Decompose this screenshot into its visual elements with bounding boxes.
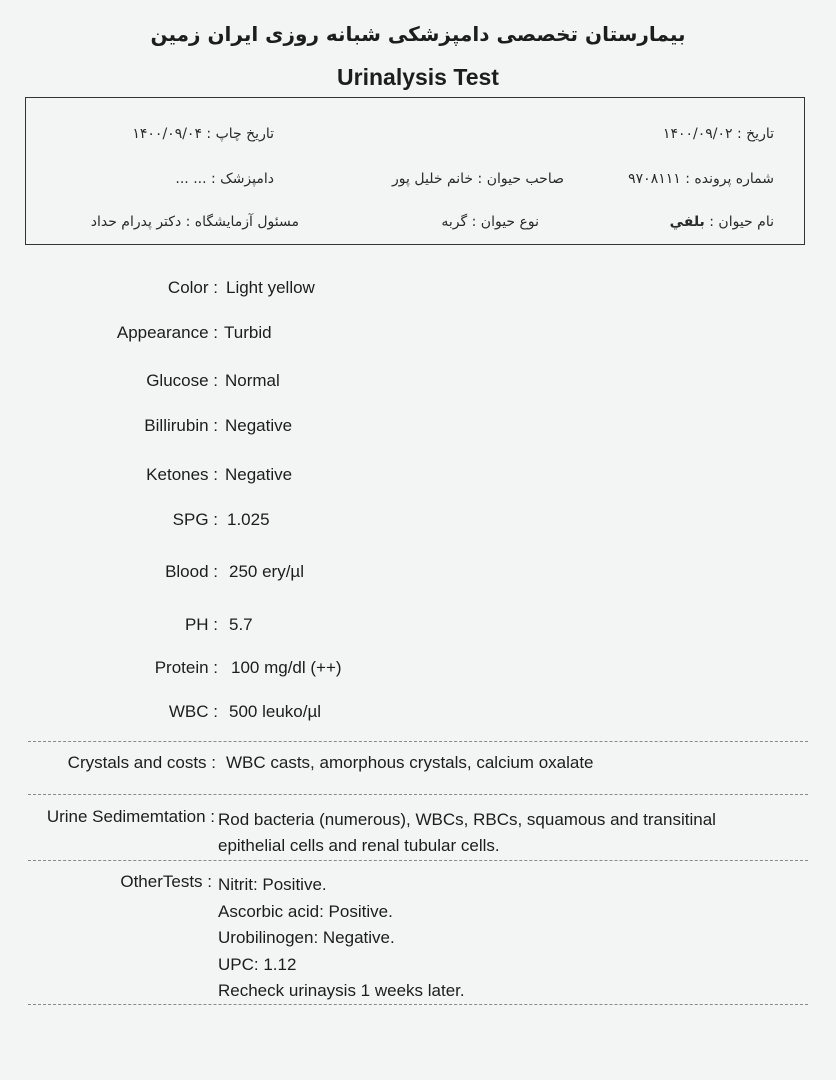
result-value: Light yellow — [226, 278, 315, 297]
pet-name-label: نام حیوان : — [704, 214, 774, 230]
result-label: Glucose : — [146, 371, 218, 390]
result-value: Negative — [225, 416, 293, 435]
sediment-line: Rod bacteria (numerous), WBCs, RBCs, squamous and transitinal — [218, 810, 716, 829]
result-value: 500 leuko/µl — [229, 702, 322, 721]
vet: دامپزشک : ... ... — [175, 171, 274, 187]
result-value: 250 ery/µl — [229, 562, 304, 581]
divider — [28, 860, 808, 861]
result-label: Ketones : — [146, 465, 218, 484]
result-label: Billirubin : — [144, 416, 218, 435]
date: تاریخ : ۱۴۰۰/۰۹/۰۲ — [662, 126, 774, 142]
result-label: Appearance : — [116, 323, 218, 342]
other-test-line: Ascorbic acid: Positive. — [218, 901, 393, 921]
owner: صاحب حیوان : خانم خلیل پور — [392, 171, 564, 187]
result-label: Blood : — [165, 562, 218, 581]
divider — [28, 741, 808, 742]
result-value: Turbid — [224, 323, 272, 342]
other-test-line: Recheck urinaysis 1 weeks later. — [218, 981, 465, 1000]
result-value: 5.7 — [229, 615, 253, 634]
test-title: Urinalysis Test — [337, 64, 499, 90]
hospital-name: بیمارستان تخصصی دامپزشکی شبانه روزی ایران زمین — [150, 22, 686, 46]
species: نوع حیوان : گربه — [441, 214, 539, 230]
pet-name — [670, 214, 774, 230]
sediment-value — [218, 807, 716, 859]
result-value: 1.025 — [227, 510, 270, 529]
other-test-line: Urobilinogen: Negative. — [218, 928, 395, 947]
other-test-line: Nitrit: Positive. — [218, 875, 327, 894]
sediment-line: epithelial cells and renal tubular cells. — [218, 836, 500, 855]
pet-name-value: بلفي — [669, 214, 705, 230]
lab-head: مسئول آزمایشگاه : دکتر پدرام حداد — [90, 214, 299, 230]
result-value: 100 mg/dl (++) — [231, 658, 342, 677]
result-value: Normal — [225, 371, 280, 390]
patient-info-box — [25, 97, 805, 245]
result-label: PH : — [184, 615, 218, 634]
other-tests-label: OtherTests : — [120, 872, 212, 891]
print-date: تاریخ چاپ : ۱۴۰۰/۰۹/۰۴ — [132, 126, 274, 142]
other-tests-value — [218, 872, 465, 1005]
other-test-line: UPC: 1.12 — [218, 954, 297, 974]
result-label: SPG : — [172, 510, 218, 529]
file-number: شماره پرونده : ۹۷۰۸۱۱۱ — [628, 171, 774, 187]
divider — [28, 1004, 808, 1005]
result-value: Negative — [225, 465, 293, 484]
result-label: WBC : — [168, 702, 218, 721]
crystals-value: WBC casts, amorphous crystals, calcium oxalate — [226, 753, 594, 772]
crystals-label: Crystals and costs : — [67, 753, 216, 772]
divider — [28, 794, 808, 795]
sediment-label: Urine Sedimemtation : — [46, 807, 215, 826]
result-label: Protein : — [154, 658, 218, 677]
result-label: Color : — [167, 278, 218, 297]
